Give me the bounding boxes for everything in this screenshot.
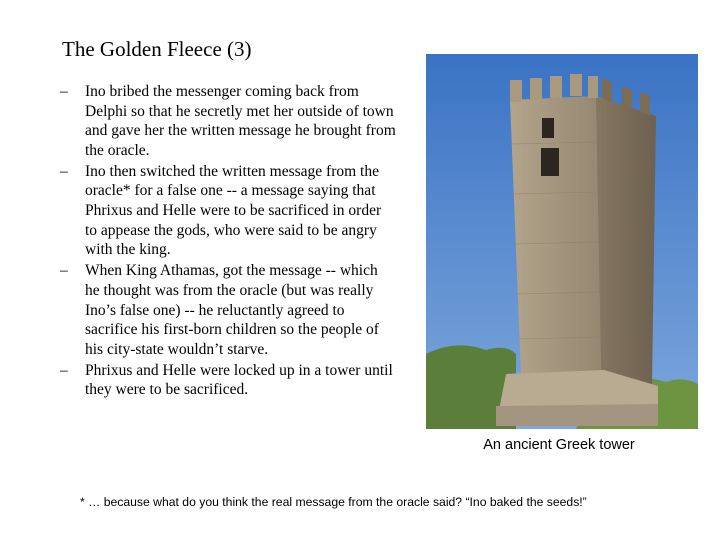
- tower-steps: [496, 404, 658, 426]
- bullet-text: When King Athamas, got the message -- which he thought was from the oracle (but was really Ino’s false one) -- he reluctantly agreed to sacrifice his first-born children so the people of his city-state wouldn’t starve.: [85, 262, 379, 358]
- bullet-item: [60, 162, 396, 260]
- tower-window: [542, 118, 554, 138]
- bullet-list: [60, 82, 396, 402]
- bullet-text: Ino then switched the written message from the oracle* for a false one -- a message saying that Phrixus and Helle were to be sacrificed in order to appease the gods, who were said to be angry with the king.: [85, 162, 382, 259]
- tower-front: [510, 96, 601, 374]
- tower-photo: [426, 54, 698, 429]
- tower-window: [541, 148, 559, 176]
- bullet-item: [60, 361, 396, 400]
- bullet-marker: –: [60, 162, 68, 180]
- photo-caption: An ancient Greek tower: [483, 437, 635, 453]
- footnote: * … because what do you think the real message from the oracle said? “Ino baked the seeds!”: [80, 495, 587, 509]
- slide-title: The Golden Fleece (3): [62, 37, 252, 61]
- bullet-item: [60, 261, 396, 359]
- bullet-marker: –: [60, 361, 68, 379]
- bullet-item: [60, 82, 396, 160]
- tower-illustration: [426, 54, 698, 429]
- tower-side: [596, 96, 656, 384]
- bullet-marker: –: [60, 262, 68, 280]
- bullet-marker: –: [60, 83, 68, 100]
- bullet-text: Ino bribed the messenger coming back from Delphi so that he secretly met her outside of town and gave her the written message he brought from the oracle.: [85, 83, 396, 159]
- bullet-text: Phrixus and Helle were locked up in a tower until they were to be sacrificed.: [85, 361, 393, 399]
